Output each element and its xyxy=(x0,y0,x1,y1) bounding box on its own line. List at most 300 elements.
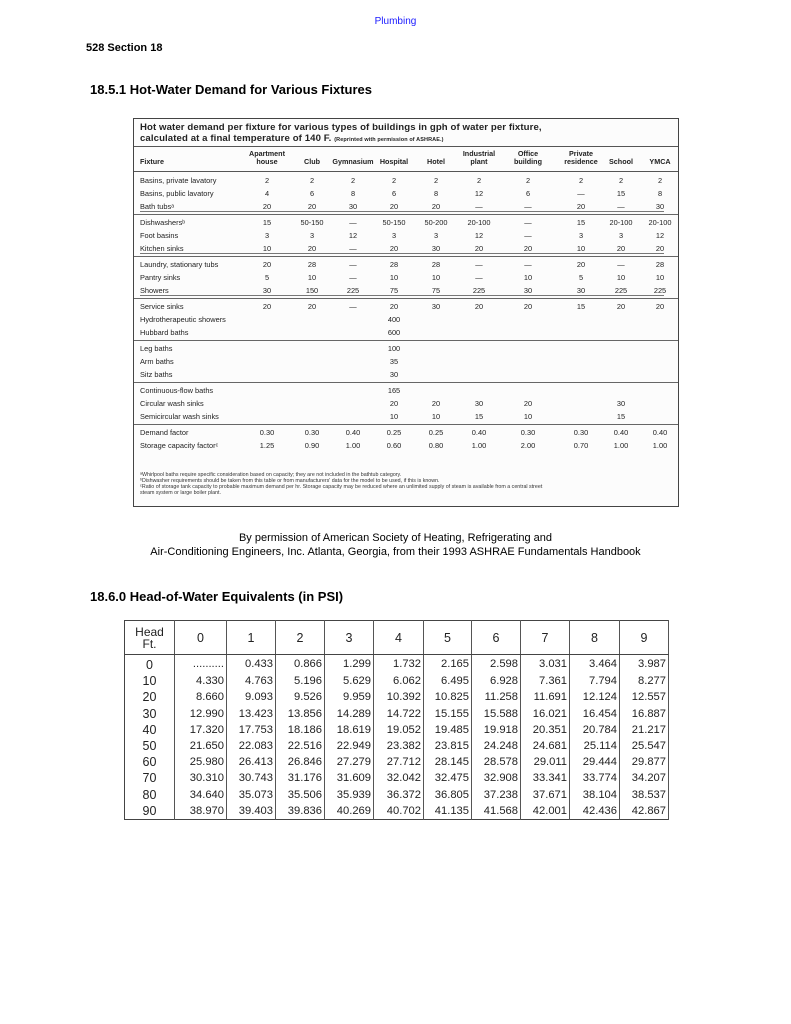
column-header-line: YMCA xyxy=(649,157,671,166)
group-divider xyxy=(134,214,678,215)
table-row xyxy=(134,216,678,229)
fixture-name: Hydrotherapeutic showers xyxy=(140,315,226,324)
psi-value-cell: 5.196 xyxy=(276,673,325,689)
section-heading-hot-water: 18.5.1 Hot-Water Demand for Various Fixtures xyxy=(90,82,372,97)
footnote: ᶜRatio of storage tank capacity to probable maximum demand per hr. Storage capacity may be reduced where an unlimited supply of steam is available from a central street xyxy=(140,484,543,490)
psi-value-cell: 38.104 xyxy=(570,787,620,803)
fixture-name: Dishwashersᵇ xyxy=(140,218,186,227)
psi-value-cell: 13.423 xyxy=(227,706,276,722)
table-cell: 3 xyxy=(391,231,397,240)
table-cell: 10 xyxy=(307,273,317,282)
head-ft-cell: 20 xyxy=(125,689,175,705)
table-cell: 0.30 xyxy=(520,428,536,437)
table-cell: 2 xyxy=(618,176,624,185)
table-cell: 10 xyxy=(389,412,399,421)
column-header: 8 xyxy=(570,621,620,655)
table-cell: — xyxy=(349,302,357,311)
table-cell: 75 xyxy=(389,286,399,295)
table-cell: 3 xyxy=(309,231,315,240)
psi-value-cell: 26.413 xyxy=(227,754,276,770)
table-cell: 1.00 xyxy=(345,441,361,450)
table-cell: 2.00 xyxy=(520,441,536,450)
psi-value-cell: 17.753 xyxy=(227,722,276,738)
table-row xyxy=(125,706,669,722)
psi-value-cell: 26.846 xyxy=(276,754,325,770)
column-header-line: Fixture xyxy=(140,157,164,166)
psi-value-cell: 0.433 xyxy=(227,655,276,674)
psi-value-cell: 30.310 xyxy=(175,770,227,786)
table-cell: 2 xyxy=(391,176,397,185)
table-cell: 225 xyxy=(653,286,667,295)
table-cell: 20 xyxy=(389,399,399,408)
table-cell: 30 xyxy=(523,286,533,295)
table-cell: 20 xyxy=(262,302,272,311)
table-cell: 2 xyxy=(476,176,482,185)
table-cell: 50-200 xyxy=(424,218,448,227)
table-cell: 30 xyxy=(576,286,586,295)
psi-value-cell: 3.464 xyxy=(570,655,620,674)
table-cell: 2 xyxy=(578,176,584,185)
table-cell: 2 xyxy=(309,176,315,185)
fixture-name: Arm baths xyxy=(140,357,174,366)
table-cell: 0.40 xyxy=(471,428,487,437)
table-cell: 20 xyxy=(616,302,626,311)
table-cell: — xyxy=(617,260,625,269)
psi-value-cell: 37.671 xyxy=(521,787,570,803)
psi-value-cell: 18.619 xyxy=(325,722,374,738)
running-head: Plumbing xyxy=(374,16,417,27)
table-cell: 0.90 xyxy=(304,441,320,450)
table-cell: 20 xyxy=(474,302,484,311)
column-header-line: building xyxy=(514,157,542,166)
table-cell: 2 xyxy=(657,176,663,185)
psi-value-cell: 6.928 xyxy=(472,673,521,689)
table-cell: 20 xyxy=(474,244,484,253)
psi-value-cell: 18.186 xyxy=(276,722,325,738)
psi-value-cell: 39.836 xyxy=(276,803,325,820)
table-cell: 6 xyxy=(525,189,531,198)
psi-value-cell: 10.392 xyxy=(374,689,424,705)
fixture-name: Leg baths xyxy=(140,344,173,353)
head-ft-cell: 50 xyxy=(125,738,175,754)
table-cell: 10 xyxy=(523,412,533,421)
table-cell: 10 xyxy=(523,273,533,282)
psi-value-cell: 7.794 xyxy=(570,673,620,689)
table-cell: — xyxy=(349,273,357,282)
table-row xyxy=(125,770,669,786)
fixture-name: Foot basins xyxy=(140,231,179,240)
psi-value-cell: 19.052 xyxy=(374,722,424,738)
table-row xyxy=(134,439,678,452)
table-row xyxy=(134,342,678,355)
fixture-name: Service sinks xyxy=(140,302,184,311)
psi-value-cell: 25.114 xyxy=(570,738,620,754)
psi-value-cell: 16.454 xyxy=(570,706,620,722)
table-cell: 30 xyxy=(348,202,358,211)
table-row xyxy=(134,258,678,271)
psi-value-cell: 3.031 xyxy=(521,655,570,674)
head-ft-cell: 90 xyxy=(125,803,175,820)
head-ft-cell: 40 xyxy=(125,722,175,738)
divider xyxy=(134,171,678,172)
caption-line: By permission of American Society of Heating, Refrigerating and xyxy=(238,532,553,544)
table-cell: 30 xyxy=(474,399,484,408)
psi-value-cell: 6.062 xyxy=(374,673,424,689)
group-divider xyxy=(134,382,678,383)
table-cell: 20-100 xyxy=(609,218,633,227)
fixture-name: Semicircular wash sinks xyxy=(140,412,219,421)
table-cell: 50-150 xyxy=(300,218,324,227)
table-cell: 20 xyxy=(523,399,533,408)
group-divider xyxy=(134,298,678,299)
table-cell: 20 xyxy=(262,202,272,211)
table-cell: 20 xyxy=(655,302,665,311)
psi-value-cell: 8.277 xyxy=(620,673,669,689)
table-cell: 28 xyxy=(655,260,665,269)
table-cell: 20-100 xyxy=(648,218,672,227)
psi-value-cell: 27.279 xyxy=(325,754,374,770)
table-cell: 100 xyxy=(387,344,401,353)
head-ft-cell: 0 xyxy=(125,655,175,674)
psi-value-cell: 19.485 xyxy=(424,722,472,738)
table-cell: 1.00 xyxy=(652,441,668,450)
table-cell: 0.40 xyxy=(345,428,361,437)
psi-value-cell: 23.815 xyxy=(424,738,472,754)
psi-value-cell: 39.403 xyxy=(227,803,276,820)
table-row xyxy=(134,384,678,397)
table-cell: 0.40 xyxy=(613,428,629,437)
psi-value-cell: 11.258 xyxy=(472,689,521,705)
psi-value-cell: 7.361 xyxy=(521,673,570,689)
psi-value-cell: 9.093 xyxy=(227,689,276,705)
psi-value-cell: 34.640 xyxy=(175,787,227,803)
psi-value-cell: 22.083 xyxy=(227,738,276,754)
psi-value-cell: 32.475 xyxy=(424,770,472,786)
table-row xyxy=(125,754,669,770)
table-cell: 28 xyxy=(431,260,441,269)
table-cell: 3 xyxy=(618,231,624,240)
column-header: 6 xyxy=(472,621,521,655)
table-cell: 6 xyxy=(391,189,397,198)
table-cell: 2 xyxy=(264,176,270,185)
psi-value-cell: 41.135 xyxy=(424,803,472,820)
head-ft-cell: 80 xyxy=(125,787,175,803)
psi-value-cell: 28.145 xyxy=(424,754,472,770)
column-header: 0 xyxy=(175,621,227,655)
table-cell: 3 xyxy=(264,231,270,240)
table-cell: 10 xyxy=(616,273,626,282)
table-row xyxy=(134,426,678,439)
psi-value-cell: 9.959 xyxy=(325,689,374,705)
footnote: ᵃWhirlpool baths require specific consideration based on capacity; they are not included in the bathtub category. xyxy=(140,472,402,478)
table-cell: 28 xyxy=(307,260,317,269)
table-cell: 15 xyxy=(262,218,272,227)
psi-value-cell: 1.732 xyxy=(374,655,424,674)
psi-value-cell: 40.269 xyxy=(325,803,374,820)
table-title xyxy=(140,122,674,146)
table-cell: 30 xyxy=(616,399,626,408)
permission-caption xyxy=(0,531,791,559)
column-header xyxy=(502,150,554,166)
table-cell: 0.40 xyxy=(652,428,668,437)
fixture-name: Showers xyxy=(140,286,169,295)
psi-value-cell: 35.073 xyxy=(227,787,276,803)
section-heading-head-of-water: 18.6.0 Head-of-Water Equivalents (in PSI) xyxy=(90,589,344,604)
psi-value-cell: 4.330 xyxy=(175,673,227,689)
table-cell: 10 xyxy=(431,273,441,282)
table-cell: 30 xyxy=(655,202,665,211)
psi-value-cell: 12.557 xyxy=(620,689,669,705)
psi-value-cell: 40.702 xyxy=(374,803,424,820)
psi-value-cell: 3.987 xyxy=(620,655,669,674)
table-cell: 12 xyxy=(348,231,358,240)
caption-line: Air-Conditioning Engineers, Inc. Atlanta, Georgia, from their 1993 ASHRAE Fundamentals Handbook xyxy=(150,546,641,558)
fixture-name: Hubbard baths xyxy=(140,328,189,337)
psi-value-cell: 36.372 xyxy=(374,787,424,803)
psi-value-cell: 25.547 xyxy=(620,738,669,754)
table-cell: 20-100 xyxy=(467,218,491,227)
table-cell: 20 xyxy=(431,202,441,211)
psi-value-cell: 29.444 xyxy=(570,754,620,770)
psi-value-cell: 6.495 xyxy=(424,673,472,689)
table-cell: 5 xyxy=(264,273,270,282)
psi-value-cell: 2.165 xyxy=(424,655,472,674)
table-cell: 35 xyxy=(389,357,399,366)
column-header xyxy=(453,150,505,166)
table-cell: 6 xyxy=(309,189,315,198)
table-cell: 20 xyxy=(523,244,533,253)
table-cell: 20 xyxy=(262,260,272,269)
psi-value-cell: 29.011 xyxy=(521,754,570,770)
psi-value-cell: 0.866 xyxy=(276,655,325,674)
psi-value-cell: 37.238 xyxy=(472,787,521,803)
psi-value-cell: 1.299 xyxy=(325,655,374,674)
table-cell: 20 xyxy=(389,202,399,211)
group-divider xyxy=(134,424,678,425)
column-header: 5 xyxy=(424,621,472,655)
table-cell: 30 xyxy=(431,302,441,311)
table-row xyxy=(125,738,669,754)
psi-value-cell: 14.722 xyxy=(374,706,424,722)
table-cell: 4 xyxy=(264,189,270,198)
table-row xyxy=(134,368,678,381)
column-header-line: School xyxy=(609,157,633,166)
table-cell: 225 xyxy=(614,286,628,295)
psi-value-cell: 16.887 xyxy=(620,706,669,722)
table-cell: — xyxy=(475,202,483,211)
column-header: 3 xyxy=(325,621,374,655)
table-cell: 12 xyxy=(474,189,484,198)
psi-value-cell: 14.289 xyxy=(325,706,374,722)
psi-value-cell: 4.763 xyxy=(227,673,276,689)
psi-value-cell: 24.681 xyxy=(521,738,570,754)
table-cell: 0.80 xyxy=(428,441,444,450)
table-cell: 0.25 xyxy=(386,428,402,437)
table-cell: 8 xyxy=(433,189,439,198)
table-cell: 30 xyxy=(262,286,272,295)
psi-value-cell: 29.877 xyxy=(620,754,669,770)
psi-value-cell: 24.248 xyxy=(472,738,521,754)
psi-value-cell: 20.351 xyxy=(521,722,570,738)
table-row xyxy=(125,722,669,738)
table-header-row xyxy=(125,621,669,655)
table-cell: 20 xyxy=(523,302,533,311)
table-cell: — xyxy=(524,231,532,240)
head-of-water-table xyxy=(124,620,669,820)
row-underline xyxy=(140,253,664,254)
column-header: 4 xyxy=(374,621,424,655)
table-cell: 1.00 xyxy=(613,441,629,450)
footnote: steam system or large boiler plant. xyxy=(140,490,221,496)
table-row xyxy=(125,689,669,705)
psi-value-cell: 12.990 xyxy=(175,706,227,722)
psi-value-cell: 34.207 xyxy=(620,770,669,786)
column-header-line: Hospital xyxy=(379,157,409,166)
column-header xyxy=(634,150,686,166)
psi-value-cell: 36.805 xyxy=(424,787,472,803)
fixture-name: Pantry sinks xyxy=(140,273,181,282)
table-title-note: (Reprinted with permission of ASHRAE.) xyxy=(334,137,444,143)
fixture-name: Laundry, stationary tubs xyxy=(140,260,219,269)
psi-value-cell: 31.176 xyxy=(276,770,325,786)
psi-value-cell: 21.217 xyxy=(620,722,669,738)
table-row xyxy=(134,174,678,187)
table-cell: 20 xyxy=(307,202,317,211)
group-divider xyxy=(134,340,678,341)
table-cell: 2 xyxy=(433,176,439,185)
table-row xyxy=(134,355,678,368)
table-cell: 15 xyxy=(576,218,586,227)
column-header-line: Club xyxy=(304,157,320,166)
fixture-name: Circular wash sinks xyxy=(140,399,204,408)
column-header: 1 xyxy=(227,621,276,655)
head-ft-header xyxy=(125,621,175,655)
table-title-line2: calculated at a final temperature of 140 F. xyxy=(140,133,332,144)
column-header-line: Hotel xyxy=(427,157,445,166)
psi-value-cell: 22.949 xyxy=(325,738,374,754)
column-header-line: plant xyxy=(470,157,488,166)
table-cell: 10 xyxy=(262,244,272,253)
table-cell: 75 xyxy=(431,286,441,295)
column-header: 7 xyxy=(521,621,570,655)
table-cell: — xyxy=(349,218,357,227)
psi-value-cell: 21.650 xyxy=(175,738,227,754)
table-row xyxy=(134,410,678,423)
psi-value-cell: 28.578 xyxy=(472,754,521,770)
table-cell: 0.30 xyxy=(259,428,275,437)
table-cell: 30 xyxy=(389,370,399,379)
table-cell: 225 xyxy=(346,286,360,295)
head-ft-cell: 60 xyxy=(125,754,175,770)
psi-value-cell: 8.660 xyxy=(175,689,227,705)
psi-value-cell: 42.001 xyxy=(521,803,570,820)
table-footnotes xyxy=(140,472,672,496)
psi-value-cell: 38.537 xyxy=(620,787,669,803)
table-cell: — xyxy=(475,273,483,282)
psi-value-cell: 41.568 xyxy=(472,803,521,820)
column-header: 9 xyxy=(620,621,669,655)
psi-value-cell: 20.784 xyxy=(570,722,620,738)
footnote: ᵇDishwasher requirements should be taken from this table or from manufacturers' data for the model to be used, if this is known. xyxy=(140,478,440,484)
table-cell: 10 xyxy=(576,244,586,253)
table-cell: 30 xyxy=(431,244,441,253)
column-header-line: house xyxy=(256,157,278,166)
table-cell: 15 xyxy=(616,189,626,198)
table-cell: 165 xyxy=(387,386,401,395)
table-cell: 50-150 xyxy=(382,218,406,227)
psi-value-cell: 15.155 xyxy=(424,706,472,722)
table-cell: 15 xyxy=(616,412,626,421)
table-cell: — xyxy=(524,260,532,269)
fixture-name: Basins, private lavatory xyxy=(140,176,217,185)
header-cell: Head xyxy=(135,624,164,639)
fixture-name: Kitchen sinks xyxy=(140,244,184,253)
hot-water-demand-table xyxy=(133,118,679,507)
psi-value-cell: 35.939 xyxy=(325,787,374,803)
table-cell: 3 xyxy=(433,231,439,240)
table-cell: — xyxy=(617,202,625,211)
table-cell: 1.00 xyxy=(471,441,487,450)
psi-value-cell: 25.980 xyxy=(175,754,227,770)
column-header xyxy=(140,150,220,166)
table-cell: 10 xyxy=(431,412,441,421)
row-underline xyxy=(140,211,664,212)
psi-value-cell: 38.970 xyxy=(175,803,227,820)
column-header-line: residence xyxy=(564,157,598,166)
psi-value-cell: 33.341 xyxy=(521,770,570,786)
head-ft-cell: 70 xyxy=(125,770,175,786)
table-cell: 1.25 xyxy=(259,441,275,450)
table-cell: 2 xyxy=(350,176,356,185)
table-cell: 20 xyxy=(576,202,586,211)
table-cell: 20 xyxy=(616,244,626,253)
psi-value-cell: 16.021 xyxy=(521,706,570,722)
table-cell: 150 xyxy=(305,286,319,295)
table-cell: 10 xyxy=(655,273,665,282)
table-cell: 20 xyxy=(307,244,317,253)
column-header-line: Apartment xyxy=(249,149,285,158)
psi-value-cell: 23.382 xyxy=(374,738,424,754)
table-cell: 3 xyxy=(578,231,584,240)
table-row xyxy=(125,803,669,820)
column-header-line: Office xyxy=(517,149,539,158)
fixture-name: Demand factor xyxy=(140,428,189,437)
table-row xyxy=(134,300,678,313)
divider xyxy=(134,146,678,147)
table-cell: 0.60 xyxy=(386,441,402,450)
column-header: 2 xyxy=(276,621,325,655)
table-row xyxy=(134,313,678,326)
psi-value-cell: 11.691 xyxy=(521,689,570,705)
table-cell: 28 xyxy=(389,260,399,269)
psi-value-cell: 22.516 xyxy=(276,738,325,754)
table-cell: 20 xyxy=(655,244,665,253)
column-header-line: Private xyxy=(569,149,593,158)
table-cell: 0.30 xyxy=(304,428,320,437)
table-title-line1: Hot water demand per fixture for various types of buildings in gph of water per fixture, xyxy=(140,122,542,133)
table-row xyxy=(134,187,678,200)
table-row xyxy=(125,655,669,674)
table-cell: 600 xyxy=(387,328,401,337)
psi-value-cell: 13.856 xyxy=(276,706,325,722)
table-cell: 225 xyxy=(472,286,486,295)
table-row xyxy=(125,673,669,689)
fixture-name: Bath tubsᵃ xyxy=(140,202,174,211)
table-cell: 0.25 xyxy=(428,428,444,437)
table-row xyxy=(134,229,678,242)
table-cell: — xyxy=(524,202,532,211)
table-cell: 15 xyxy=(576,302,586,311)
